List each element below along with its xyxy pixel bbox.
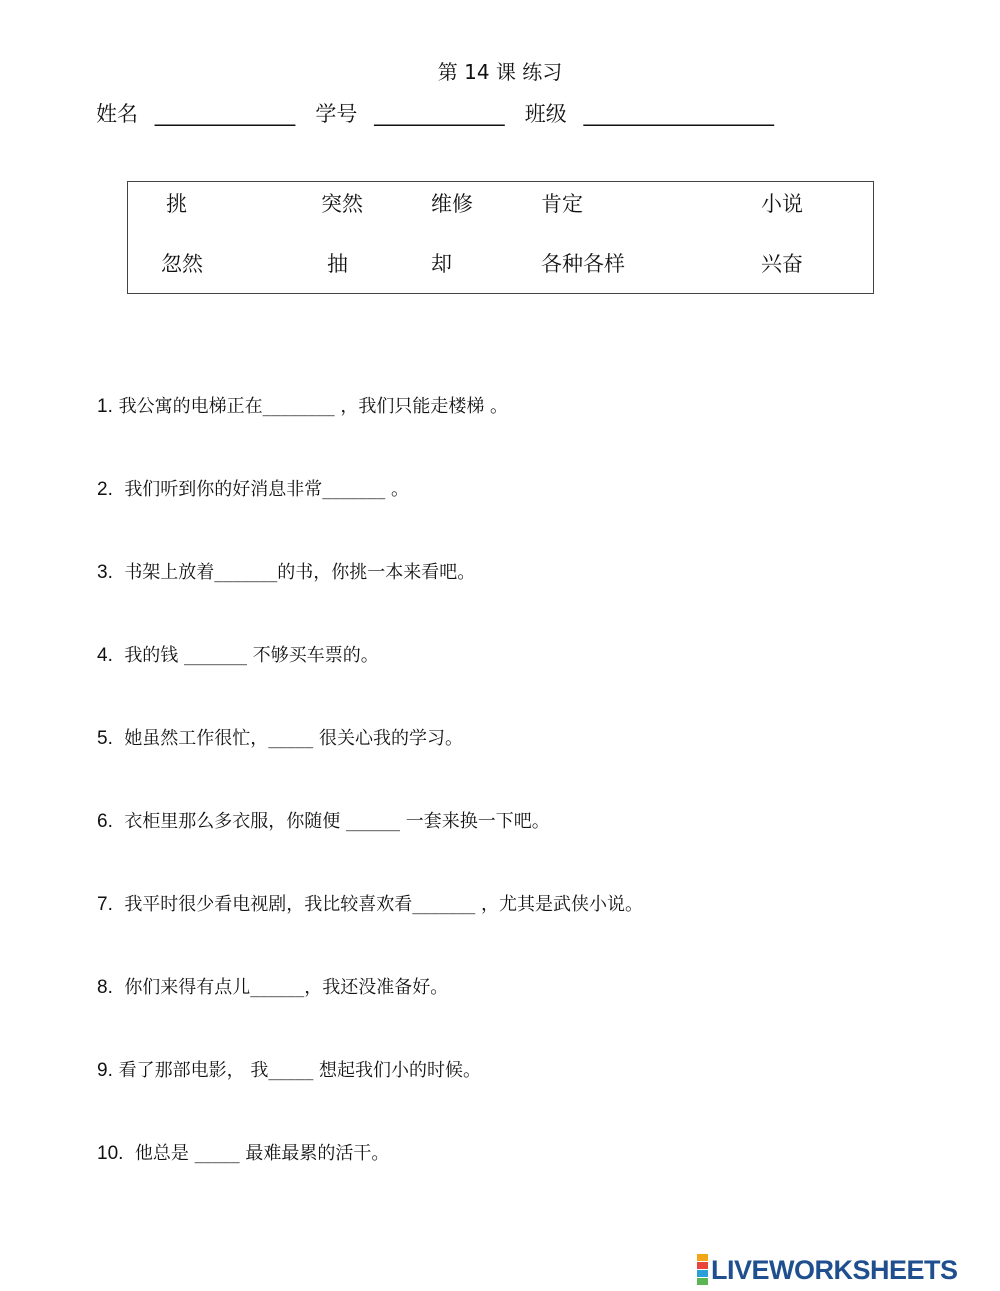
- question-9[interactable]: [97, 1056, 481, 1082]
- question-text: 他总是 _____ 最难最累的活干。: [134, 1143, 390, 1164]
- question-number: 1.: [97, 396, 113, 417]
- question-text: 书架上放着_______的书，你挑一本来看吧。: [124, 562, 476, 583]
- question-number: 3.: [97, 562, 113, 583]
- question-text: 看了那部电影， 我_____ 想起我们小的时候。: [118, 1060, 482, 1081]
- word-bank-item: 却: [431, 252, 452, 276]
- student-id-label: 学号: [315, 102, 358, 126]
- liveworksheets-logo-text: LIVEWORKSHEETS: [711, 1254, 958, 1285]
- question-text: 我平时很少看电视剧，我比较喜欢看_______ ，尤其是武侠小说。: [124, 894, 644, 915]
- word-bank-item: 抽: [327, 252, 348, 276]
- question-4[interactable]: [97, 641, 379, 667]
- word-bank-item: 挑: [166, 192, 187, 216]
- question-number: 10.: [97, 1143, 124, 1164]
- student-id-blank[interactable]: _____________: [374, 102, 505, 126]
- class-blank[interactable]: ___________________: [583, 102, 774, 126]
- word-bank-box: [127, 181, 874, 294]
- word-bank-item: 各种各样: [541, 252, 625, 276]
- question-1[interactable]: [97, 392, 508, 418]
- question-number: 5.: [97, 728, 113, 749]
- word-bank-item: 维修: [431, 192, 473, 216]
- logo-block-1: [697, 1254, 708, 1261]
- word-bank-item: 小说: [761, 192, 803, 216]
- question-7[interactable]: [97, 890, 643, 916]
- word-bank-item: 兴奋: [761, 252, 803, 276]
- word-bank-item: 突然: [321, 192, 363, 216]
- question-number: 7.: [97, 894, 113, 915]
- name-label: 姓名: [96, 102, 138, 126]
- question-8[interactable]: [97, 973, 448, 999]
- logo-block-3: [697, 1270, 708, 1277]
- word-bank-item: 忽然: [161, 252, 203, 276]
- question-text: 我们听到你的好消息非常_______ 。: [124, 479, 410, 500]
- question-text: 我公寓的电梯正在________ ，我们只能走楼梯 。: [118, 396, 509, 417]
- question-text: 你们来得有点儿______，我还没准备好。: [124, 977, 449, 998]
- word-bank-item: 肯定: [541, 192, 583, 216]
- question-3[interactable]: [97, 558, 475, 584]
- name-blank[interactable]: ______________: [154, 102, 295, 126]
- class-label: 班级: [524, 102, 567, 126]
- logo-block-2: [697, 1262, 708, 1269]
- question-10[interactable]: [97, 1139, 389, 1165]
- question-number: 6.: [97, 811, 113, 832]
- worksheet-title: 第 14 课 练习: [437, 60, 563, 84]
- liveworksheets-logo-icon: [697, 1254, 708, 1286]
- question-6[interactable]: [97, 807, 550, 833]
- question-number: 4.: [97, 645, 113, 666]
- question-number: 2.: [97, 479, 113, 500]
- logo-block-4: [697, 1278, 708, 1285]
- question-5[interactable]: [97, 724, 463, 750]
- student-info-row: [96, 98, 787, 128]
- question-text: 我的钱 _______ 不够买车票的。: [124, 645, 379, 666]
- liveworksheets-logo: [697, 1255, 958, 1285]
- question-number: 9.: [97, 1060, 113, 1081]
- question-text: 她虽然工作很忙，_____ 很关心我的学习。: [124, 728, 464, 749]
- question-text: 衣柜里那么多衣服，你随便 ______ 一套来换一下吧。: [124, 811, 550, 832]
- question-number: 8.: [97, 977, 113, 998]
- question-2[interactable]: [97, 475, 409, 501]
